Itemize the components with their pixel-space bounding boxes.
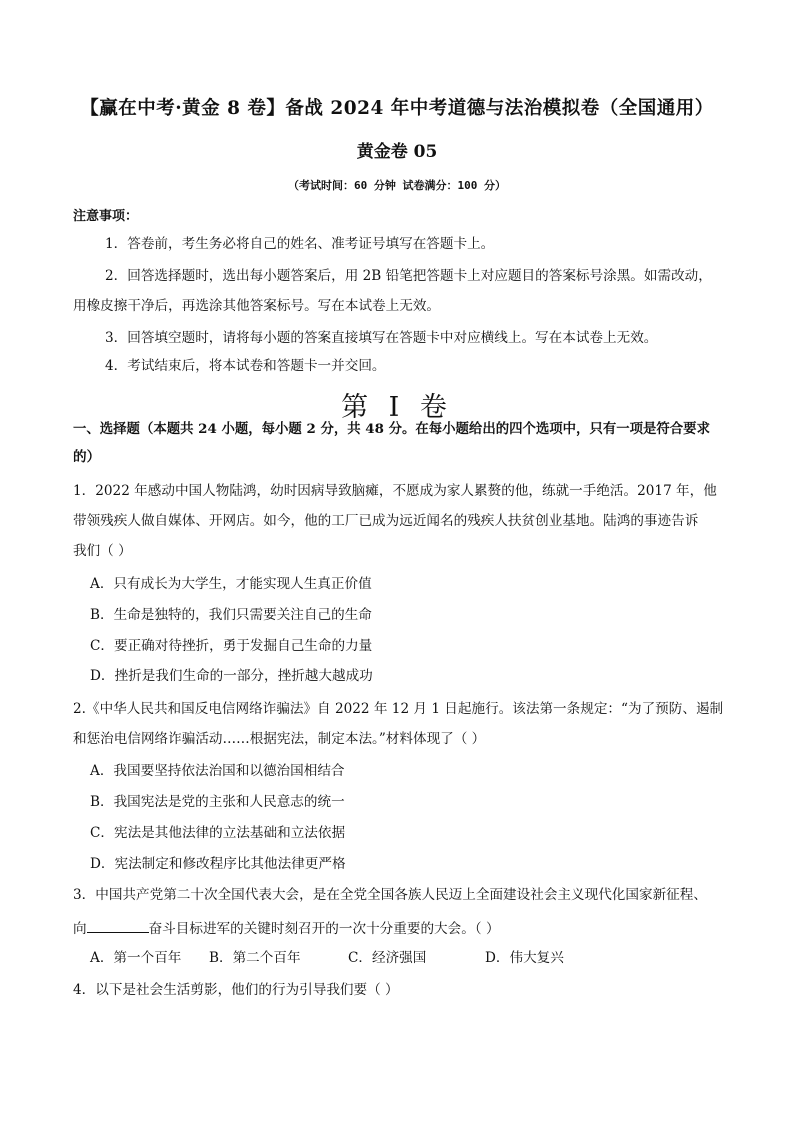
- q1-option-b: B．生命是独特的，我们只需要关注自己的生命: [90, 607, 372, 623]
- q4-stem-line-1: 4．以下是社会生活剪影，他们的行为引导我们要（ ）: [73, 982, 399, 998]
- notice-item-1: 1．答卷前，考生务必将自己的姓名、准考证号填写在答题卡上。: [105, 236, 495, 252]
- q3-option-d: D．伟大复兴: [485, 950, 564, 966]
- q2-option-b: B．我国宪法是党的主张和人民意志的统一: [90, 794, 345, 810]
- page-subtitle: 黄金卷 05: [356, 142, 438, 162]
- q1-stem-line-1: 1．2022 年感动中国人物陆鸿，幼时因病导致脑瘫，不愿成为家人累赘的他，练就一手绝活。2017 年，他: [73, 483, 717, 499]
- notice-item-4: 4．考试结束后，将本试卷和答题卡一并交回。: [105, 358, 386, 374]
- q3-stem-line-2: [73, 920, 500, 937]
- exam-info: （考试时间：60 分钟 试卷满分：100 分）: [288, 179, 506, 192]
- page-title: 【赢在中考·黄金 8 卷】备战 2024 年中考道德与法治模拟卷（全国通用）: [80, 98, 714, 119]
- q2-stem-line-1: 2.《中华人民共和国反电信网络诈骗法》自 2022 年 12 月 1 日起施行。该法第一条规定：“为了预防、遏制: [73, 701, 724, 717]
- q1-option-a: A．只有成长为大学生，才能实现人生真正价值: [90, 576, 372, 592]
- q3-stem-suffix: 奋斗目标进军的关键时刻召开的一次十分重要的大会。（ ）: [148, 921, 500, 937]
- q1-option-d: D．挫折是我们生命的一部分，挫折越大越成功: [90, 668, 373, 684]
- notice-item-2: 2．回答选择题时，选出每小题答案后，用 2B 铅笔把答题卡上对应题目的答案标号涂黑。如需改动，: [105, 268, 712, 284]
- q3-option-a: A．第一个百年: [90, 950, 182, 966]
- volume-title: 第 I 卷: [341, 392, 453, 423]
- notice-item-3: 3．回答填空题时，请将每小题的答案直接填写在答题卡中对应横线上。写在本试卷上无效。: [105, 330, 658, 346]
- q3-option-c: C．经济强国: [348, 950, 427, 966]
- notice-item-2-cont: 用橡皮擦干净后，再选涂其他答案标号。写在本试卷上无效。: [73, 298, 441, 314]
- q3-option-b: B．第二个百年: [209, 950, 301, 966]
- q3-stem-prefix: 向: [73, 921, 87, 937]
- q1-stem-line-3: 我们（ ）: [73, 543, 132, 559]
- q1-option-c: C．要正确对待挫折，勇于发掘自己生命的力量: [90, 638, 373, 654]
- section-heading-cont: 的）: [73, 449, 101, 465]
- section-heading: 一、选择题（本题共 24 小题，每小题 2 分，共 48 分。在每小题给出的四个选项中，只有一项是符合要求: [73, 421, 710, 437]
- q2-stem-line-2: 和惩治电信网络诈骗活动……根据宪法，制定本法。”材料体现了（ ）: [73, 731, 486, 747]
- q3-stem-line-1: 3．中国共产党第二十次全国代表大会，是在全党全国各族人民迈上全面建设社会主义现代化国家新征程、: [73, 887, 707, 903]
- q2-option-a: A．我国要坚持依法治国和以德治国相结合: [90, 763, 345, 779]
- notice-heading: 注意事项：: [73, 209, 139, 224]
- q2-option-d: D．宪法制定和修改程序比其他法律更严格: [90, 856, 346, 872]
- q1-stem-line-2: 带领残疾人做自媒体、开网店。如今，他的工厂已成为远近闻名的残疾人扶贫创业基地。陆鸿的事迹告诉: [73, 513, 699, 529]
- q2-option-c: C．宪法是其他法律的立法基础和立法依据: [90, 825, 346, 841]
- q3-blank: [87, 920, 149, 933]
